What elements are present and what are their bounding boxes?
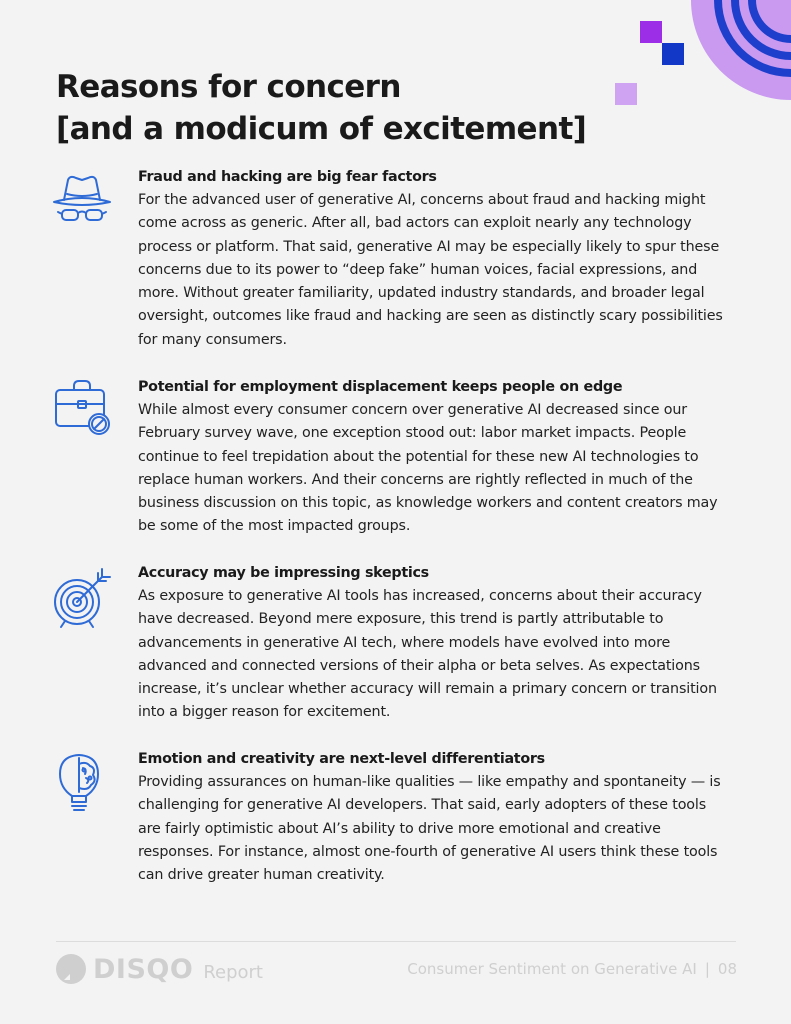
briefcase-blocked-icon <box>50 376 114 440</box>
section-body: Providing assurances on human-like qualities — like empathy and spontaneity — is challenging for generative AI developers. That said, early adopters of these tools are fairly optimistic about AI’s ability to drive more emotional and creative responses. For instance, almost one-fourth of generative AI users think these tools can drive greater human creativity. <box>138 774 721 884</box>
disqo-logo-mark-icon <box>55 953 87 985</box>
footer-separator: | <box>704 960 710 978</box>
section-text <box>138 748 728 887</box>
section-heading: Fraud and hacking are big fear factors <box>138 169 437 185</box>
disqo-logo <box>55 952 263 986</box>
section-body: For the advanced user of generative AI, concerns about fraud and hacking might come across as generic. After all, bad actors can exploit nearly any technology process or platform. That said, generative AI may be especially likely to spur these concerns due to its power to “deep fake” human voices, facial expressions, and more. Without greater familiarity, updated industry standards, and broader legal oversight, outcomes like fraud and hacking are seen as distinctly scary possibilities for many consumers. <box>138 192 723 348</box>
section-body: While almost every consumer concern over generative AI decreased since our February survey wave, one exception stood out: labor market impacts. People continue to feel trepidation about the potential for these new AI technologies to replace human workers. And their concerns are rightly reflected in much of the business discussion on this topic, as knowledge workers and content creators may be some of the most impacted groups. <box>138 402 718 535</box>
target-icon <box>50 565 114 629</box>
page-number: 08 <box>717 960 737 978</box>
footer-divider <box>56 941 736 942</box>
section-heading: Potential for employment displacement keeps people on edge <box>138 379 623 395</box>
section-body: As exposure to generative AI tools has increased, concerns about their accuracy have decreased. Beyond mere exposure, this trend is partly attributable to advancements in generative AI tech, where models have evolved into more advanced and connected versions of their alpha or beta selves. As expectations increase, it’s unclear whether accuracy will remain a primary concern or transition into a bigger reason for excitement. <box>138 588 717 721</box>
brand-suffix: Report <box>203 961 263 983</box>
section-heading: Emotion and creativity are next-level differentiators <box>138 751 545 767</box>
section-heading: Accuracy may be impressing skeptics <box>138 565 429 581</box>
hacker-icon <box>50 170 114 234</box>
section-text <box>138 166 728 352</box>
page-title-line-1: Reasons for concern <box>56 69 401 105</box>
report-title: Consumer Sentiment on Generative AI <box>407 960 697 978</box>
section-text <box>138 562 728 725</box>
lightbulb-brain-icon <box>50 750 114 814</box>
brand-name: DISQO <box>93 953 194 985</box>
page-title <box>56 66 586 150</box>
footer-page-info <box>407 960 737 978</box>
page-title-line-2: [and a modicum of excitement] <box>56 111 587 147</box>
section-text <box>138 376 728 539</box>
